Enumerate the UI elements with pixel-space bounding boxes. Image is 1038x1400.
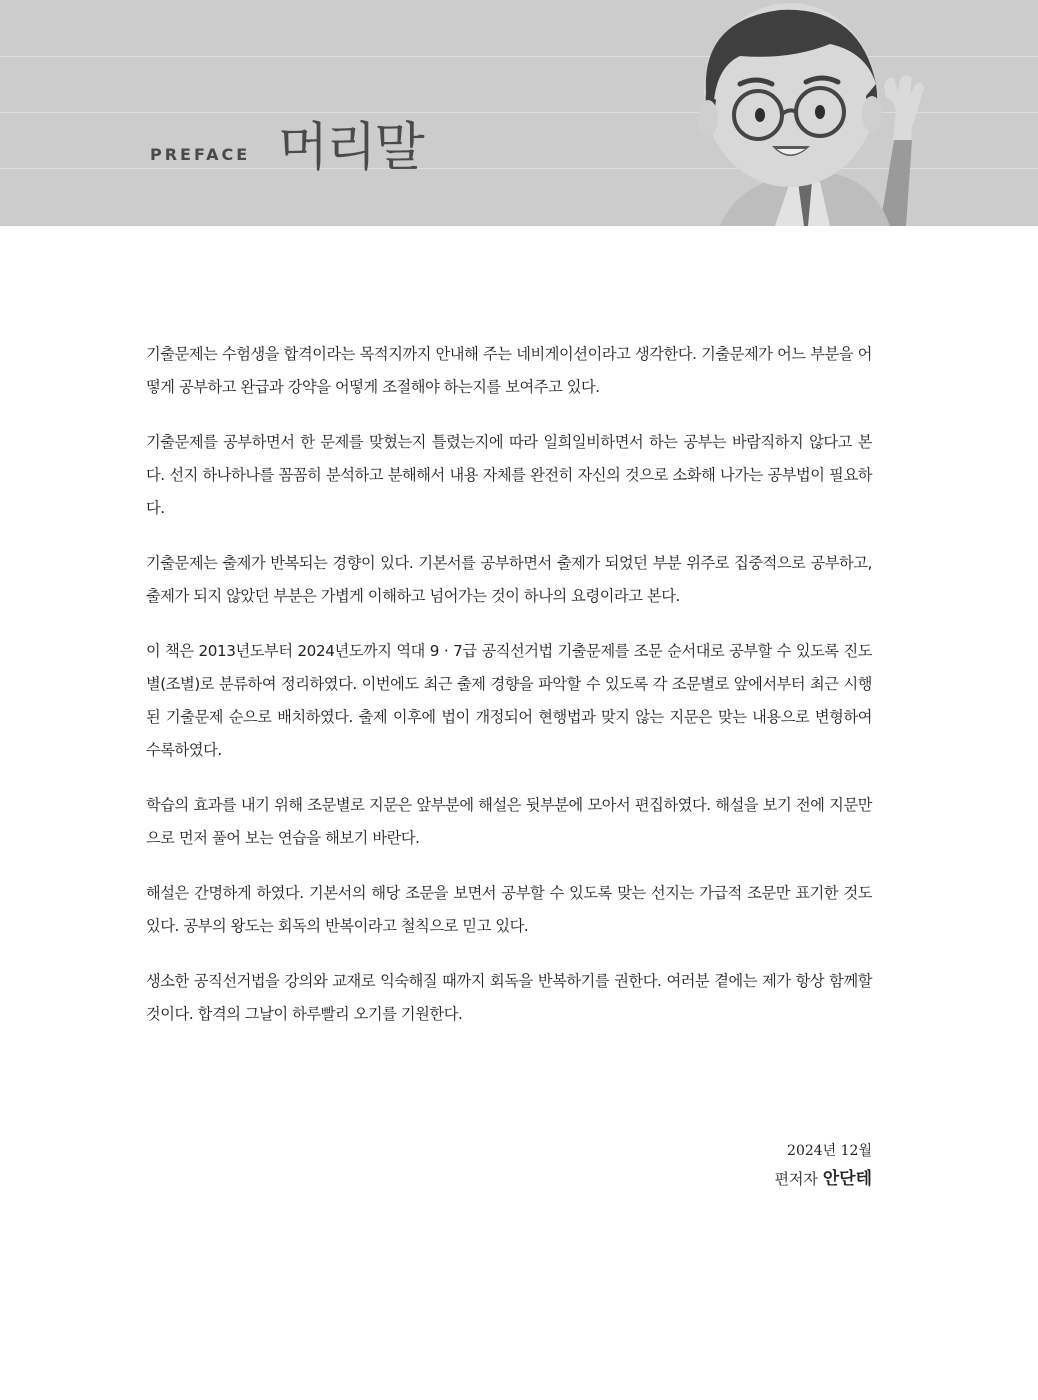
signature-author [774,1165,872,1193]
preface-paragraph: 기출문제는 출제가 반복되는 경향이 있다. 기본서를 공부하면서 출제가 되었던 부분 위주로 집중적으로 공부하고, 출제가 되지 않았던 부분은 가볍게 이해하고 넘어가는 것이 하나의 요령이라고 본다. [146,554,872,605]
preface-label: PREFACE [150,145,251,164]
preface-paragraph: 이 책은 2013년도부터 2024년도까지 역대 9 · 7급 공직선거법 기출문제를 조문 순서대로 공부할 수 있도록 진도별(조별)로 분류하여 정리하였다. 이번에도 최근 출제 경향을 파악할 수 있도록 각 조문별로 앞에서부터 최근 시행된 기출문제 순으로 배치하였다. 출제 이후에 법이 개정되어 현행법과 맞지 않는 지문은 맞는 내용으로 변형하여 수록하였다. [146,642,872,759]
preface-paragraph: 기출문제를 공부하면서 한 문제를 맞혔는지 틀렸는지에 따라 일희일비하면서 하는 공부는 바람직하지 않다고 본다. 선지 하나하나를 꼼꼼히 분석하고 분해해서 내용 자체를 완전히 자신의 것으로 소화해 나가는 공부법이 필요하다. [146,433,872,517]
preface-paragraph: 학습의 효과를 내기 위해 조문별로 지문은 앞부분에 해설은 뒷부분에 모아서 편집하였다. 해설을 보기 전에 지문만으로 먼저 풀어 보는 연습을 해보기 바란다. [146,796,872,847]
preface-header-banner [0,0,1038,226]
page-title: 머리말 [278,118,423,178]
preface-body [146,338,872,1053]
preface-paragraph: 해설은 간명하게 하였다. 기본서의 해당 조문을 보면서 공부할 수 있도록 맞는 선지는 가급적 조문만 표기한 것도 있다. 공부의 왕도는 회독의 반복이라고 철칙으로 믿고 있다. [146,884,872,935]
signature-role: 편저자 [774,1170,818,1188]
signature-date: 2024년 12월 [787,1143,872,1159]
signature-block [774,1137,872,1193]
preface-paragraph: 기출문제는 수험생을 합격이라는 목적지까지 안내해 주는 네비게이션이라고 생각한다. 기출문제가 어느 부분을 어떻게 공부하고 완급과 강약을 어떻게 조절해야 하는지를 보여주고 있다. [146,345,872,396]
signature-name: 안단테 [822,1169,872,1189]
mascot-character-icon [680,0,930,226]
preface-paragraph: 생소한 공직선거법을 강의와 교재로 익숙해질 때까지 회독을 반복하기를 권한다. 여러분 곁에는 제가 항상 함께할 것이다. 합격의 그날이 하루빨리 오기를 기원한다. [146,972,872,1023]
